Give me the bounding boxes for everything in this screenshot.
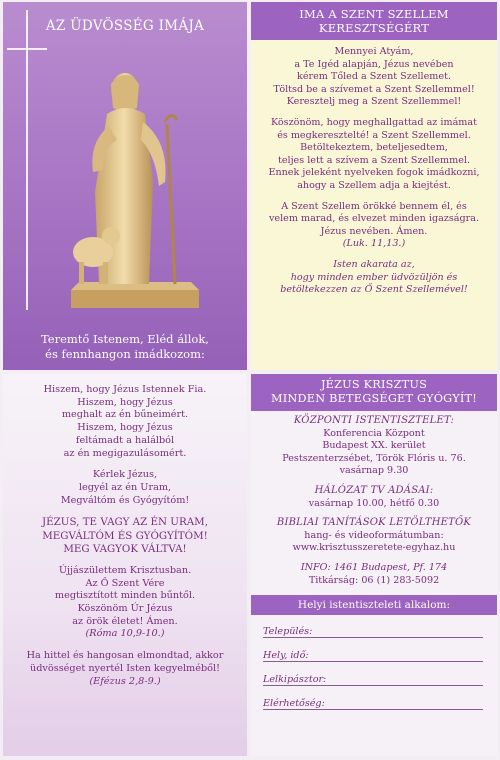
declaration: JÉZUS, TE VAGY AZ ÉN URAM, MEGVÁLTÓM ÉS GYÓGYÍTÓM! MEG VAGYOK VÁLTVA! [41, 516, 208, 555]
download-info: BIBLIAI TANÍTÁSOK LETÖLTHETŐK hang- és videoformátumban: www.krisztusszeretete-egyhaz.hu [251, 517, 497, 555]
panel-confession [3, 374, 247, 756]
cross-icon [26, 10, 28, 310]
panel-holy-spirit-prayer [251, 2, 497, 370]
panel-title: AZ ÜDVÖSSÉG IMÁJA [45, 18, 205, 34]
bible-reference: (Efézus 2,8-9.) [89, 675, 161, 687]
field-line [263, 709, 483, 710]
contact-info: INFO: 1461 Budapest, Pf. 174 Titkárság: 06 (1) 283-5092 [300, 561, 448, 586]
field-line [263, 685, 483, 686]
website-link[interactable]: www.krisztusszeretete-egyhaz.hu [292, 542, 456, 554]
paragraph: Köszönöm, hogy meghallgattad az imámat és megkeresztelté! a Szent Szellemmel. Betöltekeztem, beteljesedtem, teljes lett a szívem a Szent Szellemmel. Ennek jeleként nyelveken fogok imádkozni, ahogy a Szellem adja a kiejtést. [268, 116, 480, 191]
jesus-statue-image [63, 62, 213, 317]
field-line [263, 661, 483, 662]
bible-reference: (Róma 10,9-10.) [85, 628, 165, 640]
confession-text [3, 374, 247, 688]
closing-paragraph: Isten akarata az, hogy minden ember üdvözüljön és betöltekezzen az Ő Szent Szellemével! [280, 258, 468, 296]
local-service-form [251, 615, 497, 715]
paragraph: Hiszem, hogy Jézus Istennek Fia. Hiszem, hogy Jézus meghalt az én bűneimért. Hiszem, hogy Jézus feltámadt a halálból az én megigazulásomért. [43, 384, 207, 459]
field-pastor[interactable]: Lelkipásztor: [259, 665, 489, 689]
paragraph: Újjászülettem Krisztusban. Az Ő Szent Vére megtisztított minden bűntől. Köszönöm Úr Jézus az örök életet! Ámen. (Róma 10,9-10.) [54, 564, 196, 640]
caption: Teremtő Istenem, Eléd állok, és fennhangon imádkozom: [41, 332, 209, 361]
panel-title: IMA A SZENT SZELLEM KERESZTSÉGÉRT [251, 2, 497, 40]
tv-info: HÁLÓZAT TV ADÁSAI: vasárnap 10.00, hétfő 0.30 [308, 484, 440, 509]
local-service-heading: Helyi istentiszteleti alkalom: [251, 595, 497, 615]
panel-salvation-prayer [3, 2, 247, 370]
cross-icon-bar [7, 48, 47, 50]
service-info: KÖZPONTI ISTENTISZTELET: Konferencia Központ Budapest XX. kerület Pestszenterzsébet, Török Flóris u. 76. vasárnap 9.30 [282, 415, 466, 477]
paragraph: Kérlek Jézus, legyél az én Uram, Megváltóm és Gyógyítóm! [60, 469, 190, 506]
bible-reference: (Luk. 11,13.) [342, 238, 406, 250]
paragraph: Ha hittel és hangosan elmondtad, akkor üdvösséget nyertél Isten kegyelméből! (Efézus 2,8-9.) [26, 650, 224, 687]
field-contact[interactable]: Elérhetőség: [259, 689, 489, 713]
paragraph: A Szent Szellem örökké bennem él, és velem marad, és elvezet minden igazságra. Jézus nevében. Ámen. (Luk. 11,13.) [269, 200, 479, 250]
field-settlement[interactable]: Település: [259, 617, 489, 641]
field-place-time[interactable]: Hely, idő: [259, 641, 489, 665]
prayer-text [251, 40, 497, 297]
panel-title: JÉZUS KRISZTUS MINDEN BETEGSÉGET GYÓGYÍT! [251, 374, 497, 411]
field-line [263, 637, 483, 638]
paragraph: Mennyei Atyám, a Te Igéd alapján, Jézus nevében kérem Tőled a Szent Szellemet. Töltsd be a szívemet a Szent Szellemmel! Keresztelj meg a Szent Szellemmel! [273, 46, 475, 108]
panel-church-info [251, 374, 497, 756]
